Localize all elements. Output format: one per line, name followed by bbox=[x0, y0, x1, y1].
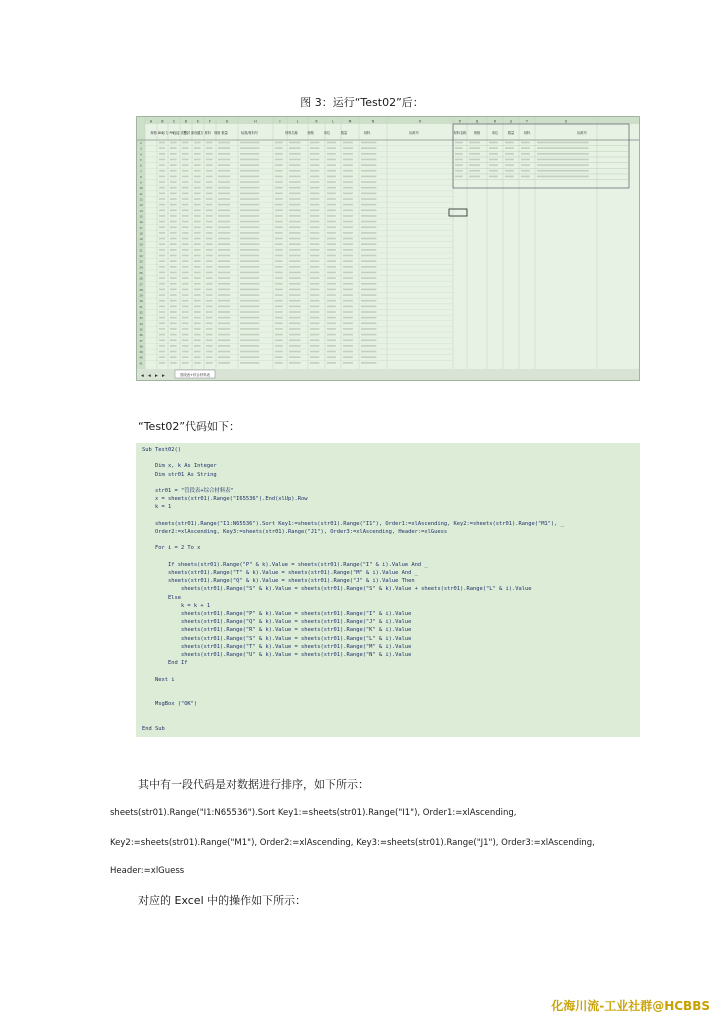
column-letter: H bbox=[254, 119, 257, 124]
header-cell: 单位 bbox=[323, 131, 331, 135]
row-number: 15 bbox=[139, 215, 143, 219]
row-number: 23 bbox=[139, 260, 143, 264]
row-number: 8 bbox=[140, 175, 142, 179]
paragraph-sort-line-1: sheets(str01).Range("I1:N65536").Sort Key1:=sheets(str01).Range("I1"), Order1:=xlAscending, bbox=[110, 808, 517, 818]
column-letter: N bbox=[371, 119, 375, 124]
spreadsheet-screenshot bbox=[136, 116, 640, 381]
header-cell: 标准/材料号 bbox=[240, 131, 259, 135]
column-letter: R bbox=[493, 119, 497, 124]
code-line: sheets(str01).Range("S" & k).Value = sheets(str01).Range("S" & k).Value + sheets(str01).Range("L" & i).Value bbox=[142, 586, 532, 593]
paragraph-sort-line-3: Header:=xlGuess bbox=[110, 866, 185, 876]
code-line: k = k + 1 bbox=[142, 602, 211, 609]
column-letter: I bbox=[279, 119, 281, 124]
sheet-nav-arrow: ▶ bbox=[155, 373, 158, 378]
summary-header-cell: 标准号 bbox=[577, 131, 587, 135]
column-letter: Q bbox=[475, 119, 479, 124]
row-number: 18 bbox=[139, 232, 143, 236]
row-number: 25 bbox=[139, 271, 143, 275]
summary-header-cell: 材料 bbox=[523, 131, 531, 135]
summary-header-cell: 材料名称 bbox=[453, 131, 467, 135]
row-number: 35 bbox=[139, 328, 143, 332]
header-cell: 材料名称 bbox=[285, 131, 298, 135]
row-number: 4 bbox=[140, 153, 142, 157]
sheet-nav-arrow: ▶ bbox=[162, 373, 165, 378]
header-cell: 压力 PN bbox=[162, 131, 174, 135]
code-line: Sub Test02() bbox=[142, 447, 181, 453]
summary-header-cell: 数量 bbox=[507, 131, 515, 135]
code-line: sheets(str01).Range("R" & k).Value = sheets(str01).Range("K" & i).Value bbox=[142, 627, 412, 634]
row-number: 39 bbox=[139, 351, 143, 355]
row-number: 3 bbox=[140, 147, 142, 151]
spreadsheet-grid bbox=[137, 117, 639, 380]
header-cell: 数量 bbox=[340, 131, 348, 135]
column-letter: O bbox=[418, 119, 422, 124]
row-number: 33 bbox=[139, 317, 143, 321]
row-number: 40 bbox=[139, 356, 143, 360]
summary-header-cell: 单位 bbox=[491, 131, 499, 135]
code-line: sheets(str01).Range("Q" & k).Value = sheets(str01).Range("J" & i).Value Then bbox=[142, 578, 415, 585]
row-number: 32 bbox=[139, 311, 143, 315]
paragraph-sort-line-2: Key2:=sheets(str01).Range("M1"), Order2:=xlAscending, Key3:=sheets(str01).Range("J1"), Order3:=xlAscending, bbox=[110, 838, 595, 848]
row-number: 31 bbox=[139, 305, 143, 309]
code-line: sheets(str01).Range("T" & k).Value = sheets(str01).Range("M" & i).Value bbox=[142, 643, 412, 650]
figure-caption: 图 3：运行“Test02”后： bbox=[300, 96, 424, 109]
code-line: x = sheets(str01).Range("I65536").End(xlUp).Row bbox=[142, 496, 308, 503]
code-line: For i = 2 To x bbox=[142, 545, 201, 552]
column-letter: J bbox=[297, 119, 298, 124]
column-letter: L bbox=[332, 119, 334, 124]
row-number: 41 bbox=[139, 362, 143, 366]
paragraph-sort-intro: 其中有一段代码是对数据进行排序，如下所示： bbox=[138, 778, 369, 791]
code-line: End If bbox=[142, 660, 188, 667]
sheet-nav-arrow: ◀ bbox=[148, 373, 151, 378]
header-cell: 密封 面形式 bbox=[183, 131, 201, 135]
row-number: 24 bbox=[139, 266, 143, 270]
summary-header-cell: 规格 bbox=[473, 131, 481, 135]
row-number: 6 bbox=[140, 164, 142, 168]
column-letter: F bbox=[209, 119, 211, 124]
watermark: 化海川流-工业社群@HCBBS bbox=[551, 999, 710, 1013]
code-line: k = 1 bbox=[142, 504, 172, 511]
column-letter: G bbox=[225, 119, 229, 124]
row-number: 2 bbox=[140, 142, 142, 145]
code-line: Else bbox=[142, 594, 181, 601]
column-letter: D bbox=[184, 119, 188, 124]
column-letter: P bbox=[459, 119, 461, 124]
code-line: Next i bbox=[142, 676, 175, 683]
column-letter: K bbox=[315, 119, 318, 124]
column-letter: A bbox=[149, 119, 153, 124]
row-number: 14 bbox=[139, 209, 143, 213]
row-number: 13 bbox=[139, 204, 143, 208]
code-line: sheets(str01).Range("I1:N65536").Sort Key1:=sheets(str01).Range("I1"), Order1:=xlAscending, Key2:=sheets(str01).Range("M1"), _ bbox=[142, 520, 564, 527]
header-cell: 材料 bbox=[363, 131, 371, 135]
row-number: 12 bbox=[139, 198, 143, 202]
row-number: 28 bbox=[139, 288, 143, 292]
header-cell: 连接 类型 bbox=[173, 131, 187, 135]
row-number: 10 bbox=[139, 187, 143, 191]
code-line: Order2:=xlAscending, Key3:=sheets(str01).Range("J1"), Order3:=xlAscending, Header:=xlGuess bbox=[142, 529, 448, 535]
row-number: 5 bbox=[140, 158, 142, 162]
code-line: Dim x, k As Integer bbox=[142, 463, 217, 470]
row-number: 17 bbox=[139, 226, 143, 230]
column-letter: U bbox=[564, 119, 568, 124]
code-line: sheets(str01).Range("Q" & k).Value = sheets(str01).Range("J" & i).Value bbox=[142, 619, 412, 626]
code-line: If sheets(str01).Range("P" & k).Value = sheets(str01).Range("I" & i).Value And _ bbox=[142, 561, 428, 568]
row-number: 36 bbox=[139, 334, 143, 338]
code-line: sheets(str01).Range("U" & k).Value = sheets(str01).Range("N" & i).Value bbox=[142, 652, 412, 658]
column-letter: B bbox=[161, 119, 164, 124]
column-letter: T bbox=[526, 119, 528, 124]
code-line: str01 = "管段表+综合材料表" bbox=[142, 488, 234, 494]
row-number: 11 bbox=[139, 192, 143, 196]
code-line: sheets(str01).Range("S" & k).Value = sheets(str01).Range("L" & i).Value bbox=[142, 635, 412, 642]
header-cell: 规格 DN bbox=[150, 131, 163, 135]
row-number: 7 bbox=[140, 170, 142, 174]
paragraph-excel-intro: 对应的 Excel 中的操作如下所示： bbox=[138, 894, 307, 907]
row-number: 34 bbox=[139, 322, 143, 326]
row-number: 26 bbox=[139, 277, 143, 281]
code-line: Dim str01 As String bbox=[142, 471, 217, 478]
row-number: 37 bbox=[139, 339, 143, 343]
row-number: 27 bbox=[139, 283, 143, 287]
code-line: End Sub bbox=[142, 725, 165, 732]
code-heading: “Test02”代码如下： bbox=[138, 420, 241, 433]
code-block bbox=[136, 443, 640, 737]
row-number: 20 bbox=[139, 243, 143, 247]
column-letter: C bbox=[172, 119, 176, 124]
row-number: 30 bbox=[139, 300, 143, 304]
row-number: 29 bbox=[139, 294, 143, 298]
column-letter: S bbox=[509, 119, 513, 124]
row-number: 9 bbox=[140, 181, 142, 185]
code-line: sheets(str01).Range("P" & k).Value = sheets(str01).Range("I" & i).Value bbox=[142, 611, 412, 617]
header-cell: 规格 数量 bbox=[214, 131, 228, 135]
code-line: MsgBox ("OK") bbox=[142, 701, 198, 708]
header-cell: 标准号 bbox=[409, 131, 419, 135]
row-number: 19 bbox=[139, 238, 143, 242]
row-number: 38 bbox=[139, 345, 143, 349]
sheet-nav-arrow: ◀ bbox=[141, 373, 144, 378]
row-number: 16 bbox=[139, 221, 143, 225]
header-cell: 规格 bbox=[307, 131, 314, 135]
code-line: sheets(str01).Range("T" & k).Value = sheets(str01).Range("M" & i).Value And _ bbox=[142, 570, 418, 576]
row-number: 22 bbox=[139, 255, 143, 258]
sheet-tab-label: 管段表+综合材料表 bbox=[180, 373, 210, 377]
column-letter: M bbox=[348, 119, 352, 124]
row-number: 21 bbox=[139, 249, 143, 253]
column-letter: E bbox=[196, 119, 200, 124]
header-cell: 压力 材料 bbox=[197, 131, 211, 135]
column-header-bar bbox=[137, 117, 639, 124]
